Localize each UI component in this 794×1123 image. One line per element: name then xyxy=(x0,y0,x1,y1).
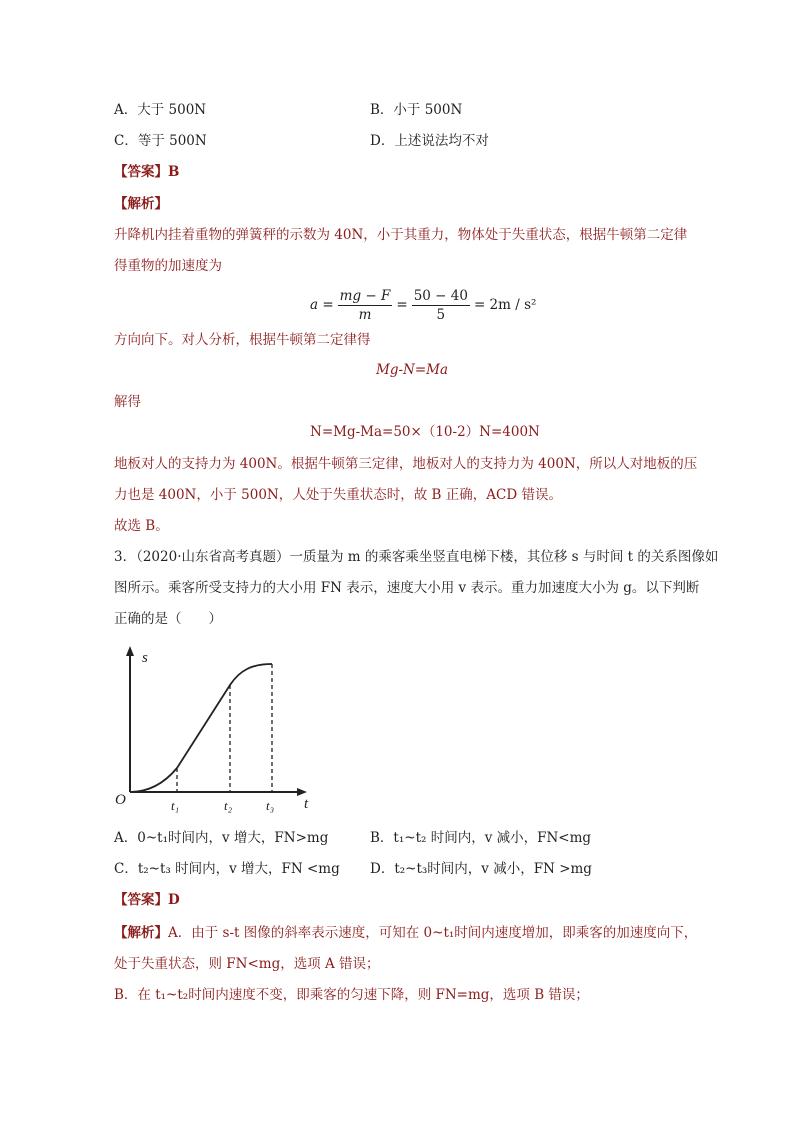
x-axis-label: t xyxy=(304,796,309,812)
s-t-graph xyxy=(112,640,327,815)
equation-n: N=Mg-Ma=50×（10-2）N=400N xyxy=(310,424,540,440)
formula-den-2: 5 xyxy=(436,306,446,323)
q2-direction-line: 方向向下。对人分析，根据牛顿第二定律得 xyxy=(114,332,371,348)
choose-line: 故选 B。 xyxy=(114,518,169,534)
q2-option-b: B．小于 500N xyxy=(370,102,463,118)
q3-stem-line2: 图所示。乘客所受支持力的大小用 FN 表示，速度大小用 v 表示。重力加速度大小为 g。以下判断 xyxy=(114,580,700,596)
answer-label: 【答案】 xyxy=(114,164,168,180)
q2-option-a: A．大于 500N xyxy=(114,102,207,118)
y-axis-label: s xyxy=(142,650,148,666)
q3-option-b: B．t₁~t₂ 时间内，v 减小，FN<mg xyxy=(370,830,592,846)
formula-fraction-2 xyxy=(412,287,470,324)
formula-rhs: = 2m / s² xyxy=(473,297,537,313)
acceleration-formula xyxy=(310,283,536,327)
formula-num-1: mg − F xyxy=(339,287,391,304)
equation-mg: Mg-N=Ma xyxy=(376,362,449,378)
q3-stem-line3: 正确的是（ ） xyxy=(114,611,222,627)
q2-analysis-label: 【解析】 xyxy=(114,196,168,212)
q3-option-c: C．t₂~t₃ 时间内，v 增大，FN <mg xyxy=(114,861,340,877)
q2-option-c: C．等于 500N xyxy=(114,133,207,149)
answer-value: B xyxy=(168,164,180,180)
q3-analysis-a1 xyxy=(114,924,697,942)
q3-analysis-a1-text: A．由于 s-t 图像的斜率表示速度，可知在 0~t₁时间内速度增加，即乘客的加速度向下， xyxy=(168,925,698,941)
t2-label: t₂ xyxy=(224,798,233,813)
formula-num-2: 50 − 40 xyxy=(413,287,468,304)
formula-eq: = xyxy=(396,297,408,313)
formula-lhs: a = xyxy=(310,297,334,313)
formula-fraction-1 xyxy=(338,287,393,324)
q3-analysis-b: B．在 t₁~t₂时间内速度不变，即乘客的匀速下降，则 FN=mg，选项 B 错误； xyxy=(114,987,589,1003)
q3-analysis-a2: 处于失重状态，则 FN<mg，选项 A 错误； xyxy=(114,956,380,972)
support-line-2: 力也是 400N，小于 500N，人处于失重状态时，故 B 正确，ACD 错误。 xyxy=(114,487,562,503)
q3-option-a: A．0~t₁时间内，v 增大，FN>mg xyxy=(114,830,329,846)
x-axis-arrow xyxy=(297,788,307,796)
formula-den-1: m xyxy=(358,306,372,323)
q3-option-d: D．t₂~t₃时间内，v 减小，FN >mg xyxy=(370,861,592,877)
q3-stem-line1: 3．（2020·山东省高考真题）一质量为 m 的乘客乘坐竖直电梯下楼，其位移 s 与时间 t 的关系图像如 xyxy=(114,549,719,565)
displacement-curve xyxy=(130,664,272,792)
t3-label: t₃ xyxy=(266,798,275,813)
q3-answer-value: D xyxy=(168,892,180,908)
q3-answer-label: 【答案】 xyxy=(114,892,168,908)
y-axis-arrow xyxy=(126,646,134,656)
t1-label: t₁ xyxy=(171,798,180,813)
q2-option-d: D．上述说法均不对 xyxy=(370,133,489,149)
q3-answer xyxy=(114,891,180,909)
q3-analysis-label: 【解析】 xyxy=(114,925,168,941)
solve-label: 解得 xyxy=(114,394,141,410)
origin-label: O xyxy=(115,792,126,808)
support-line-1: 地板对人的支持力为 400N。根据牛顿第三定律，地板对人的支持力为 400N，所以人对地板的压 xyxy=(114,456,698,472)
q2-analysis-line2: 得重物的加速度为 xyxy=(114,258,222,274)
q2-answer xyxy=(114,163,179,181)
q2-analysis-line1: 升降机内挂着重物的弹簧秤的示数为 40N，小于其重力，物体处于失重状态，根据牛顿第二定律 xyxy=(114,227,688,243)
